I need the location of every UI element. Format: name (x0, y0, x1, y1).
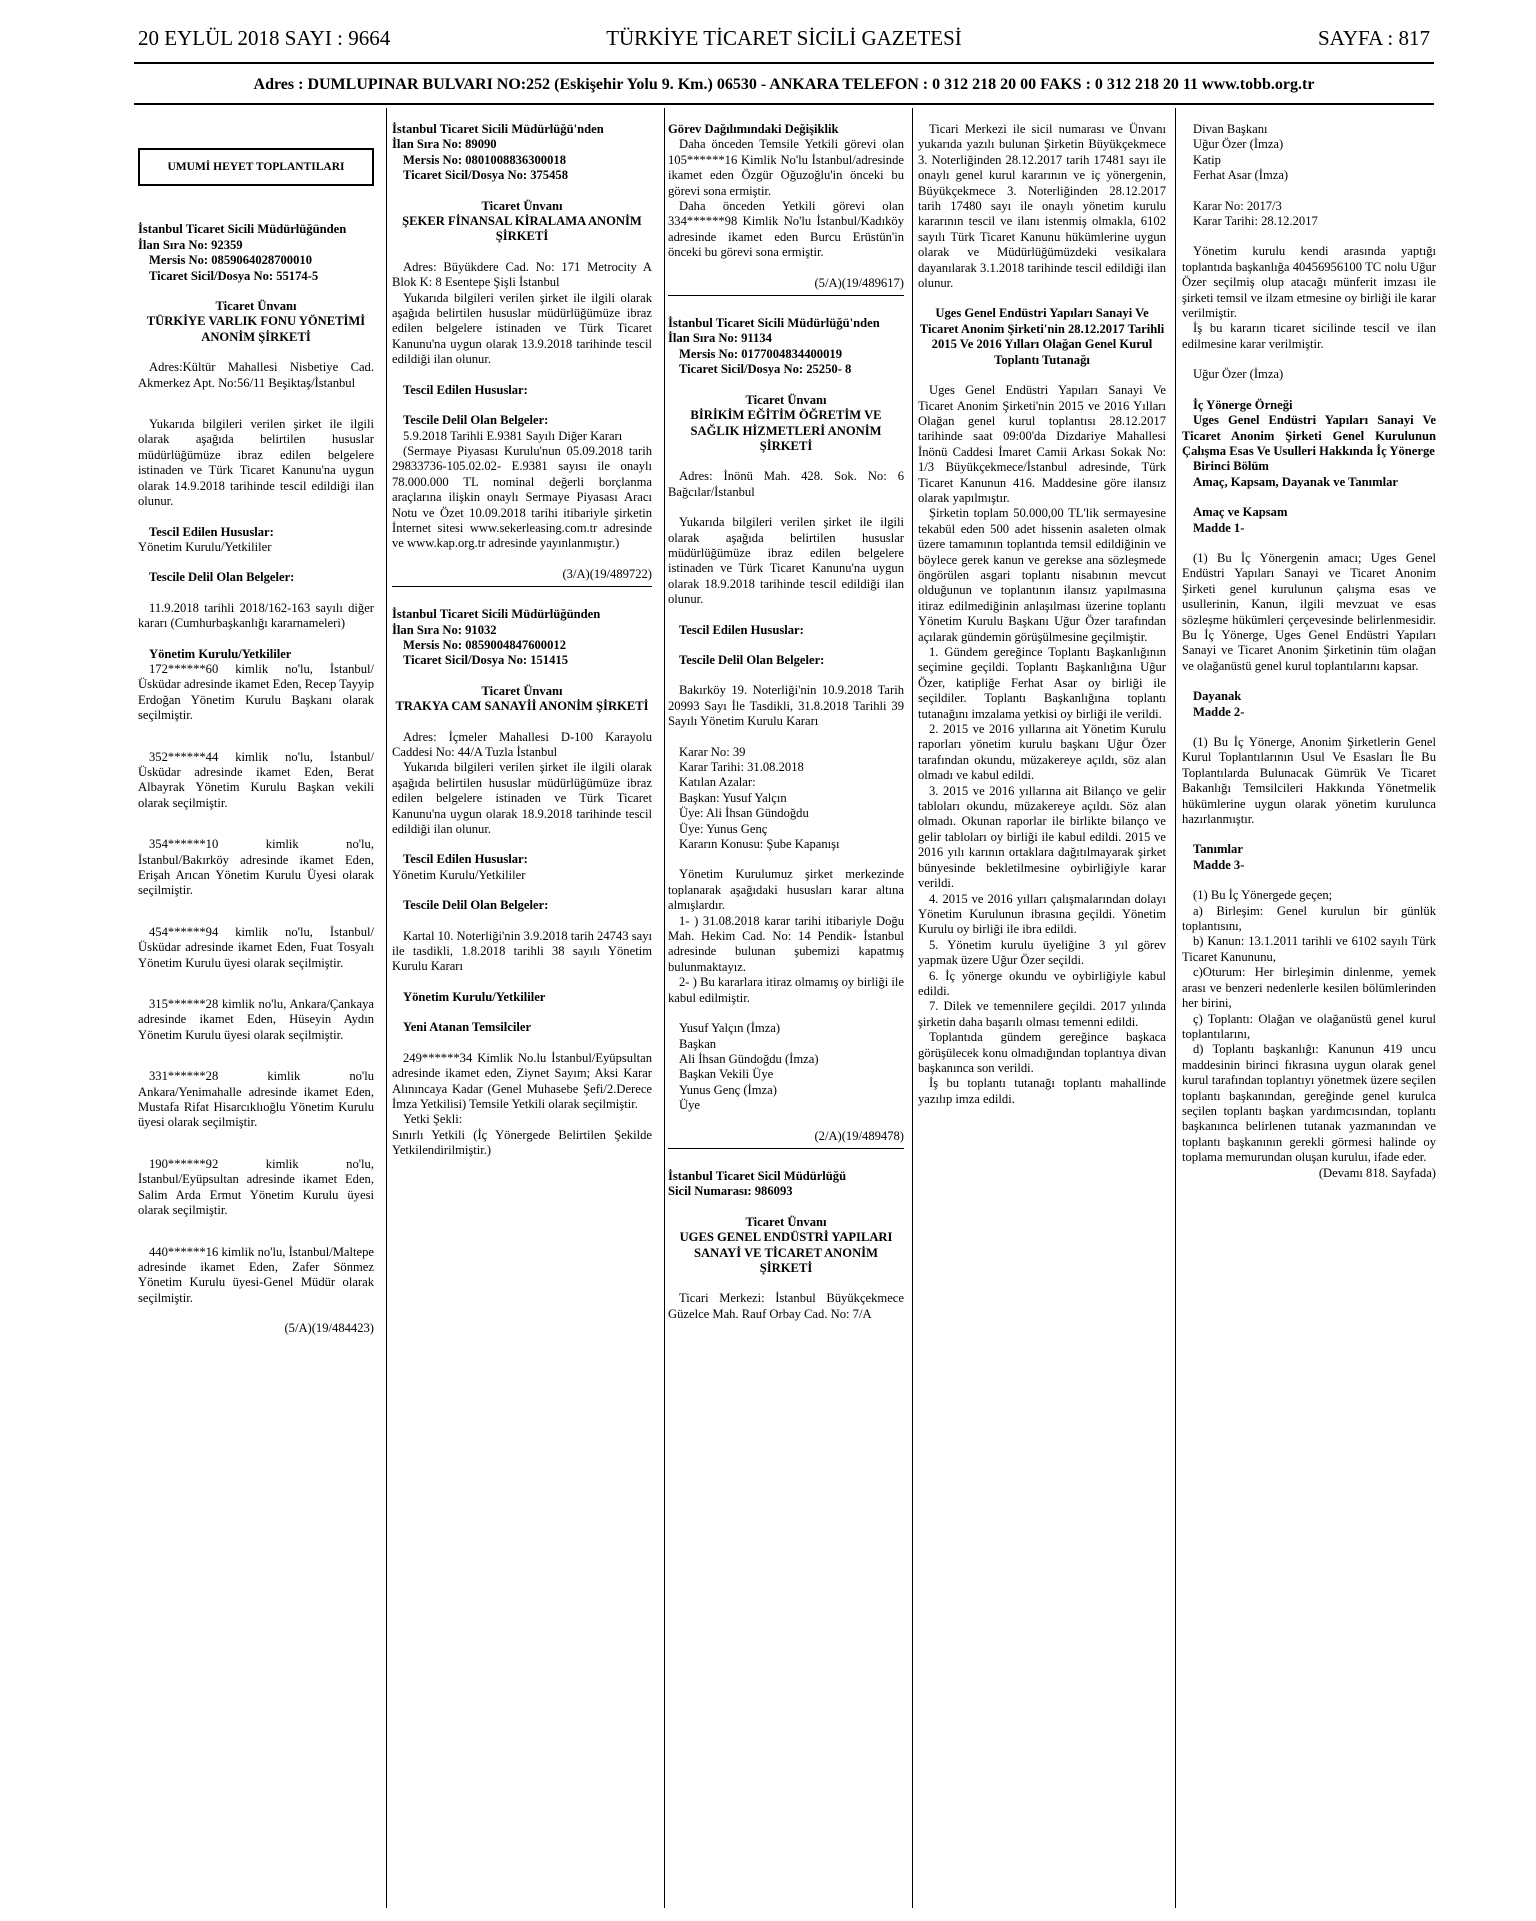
tescil-label: Tescil Edilen Hususlar: (403, 852, 528, 867)
company-address: Adres: Büyükdere Cad. No: 171 Metrocity A Blok K: 8 Esentepe Şişli İstanbul (392, 259, 652, 290)
delil-text: 11.9.2018 tarihli 2018/162-163 sayılı diğer kararı (Cumhurbaşkanlığı kararnameleri) (138, 600, 374, 631)
agenda-item: 6. İç yönerge okundu ve oybirliğiyle kabul edildi. (918, 968, 1166, 998)
page-header (138, 18, 1430, 58)
signature: Yusuf Yalçın (İmza) (679, 1021, 781, 1036)
reference-code: (2/A)(19/489478) (814, 1128, 904, 1143)
unvan-label: Ticaret Ünvanı (481, 683, 563, 698)
column-5 (1182, 122, 1436, 1917)
decision-item: 2- ) Bu kararlara itiraz olmamış oy birliği ile kabul edilmiştir. (668, 975, 904, 1005)
definition-item: b) Kanun: 13.1.2011 tarihli ve 6102 sayılı Türk Ticaret Kanununu, (1182, 934, 1436, 964)
yonerge-title: Uges Genel Endüstri Yapıları Sanayi Ve Ticaret Anonim Şirketi Genel Kurulunun Çalışma Esas Ve Usulleri Hakkında İç Yönerge (1182, 413, 1436, 458)
ilan-no: İlan Sıra No: 91032 (392, 622, 497, 637)
yetki-text: Sınırlı Yetkili (İç Yönergede Belirtilen Şekilde Yetkilendirilmiştir.) (392, 1127, 652, 1158)
definition-item: a) Birleşim: Genel kurulun bir günlük toplantısını, (1182, 903, 1436, 934)
announcement-text: Yukarıda bilgileri verilen şirket ile ilgili olarak aşağıda belirtilen hususlar müdürlüğümüze ibraz edilen belgelere istinaden ve Türk Ticaret Kanunu'na uygun olarak 18.9.2018 tarihinde tescil edildiği ilan olunur. (392, 760, 652, 837)
definition-item: ç) Toplantı: Olağan ve olağanüstü genel kurul toplantılarını, (1182, 1011, 1436, 1041)
ilan-no: İlan Sıra No: 91134 (668, 331, 772, 346)
signature: Yunus Genç (İmza) (679, 1082, 777, 1097)
reference-code: (3/A)(19/489722) (562, 566, 652, 581)
company-name: ŞEKER FİNANSAL KİRALAMA ANONİM ŞİRKETİ (402, 214, 642, 244)
yk-label: Yönetim Kurulu/Yetkililer (403, 989, 546, 1004)
tescil-value: Yönetim Kurulu/Yetkililer (392, 867, 526, 882)
decision-text: İş bu kararın ticaret sicilinde tescil ve ilan edilmesine karar verilmiştir. (1182, 321, 1436, 351)
company-address: Adres: İçmeler Mahallesi D-100 Karayolu Caddesi No: 44/A Tuzla İstanbul (392, 729, 652, 759)
unvan-label: Ticaret Ünvanı (745, 1214, 827, 1229)
separator (392, 586, 652, 587)
mersis-no: Mersis No: 0177004834400019 (679, 346, 842, 361)
tanim-label: Tanımlar (1193, 842, 1243, 857)
signature: Uğur Özer (İmza) (1193, 367, 1284, 382)
meeting-text: Uges Genel Endüstri Yapıları Sanayi Ve Ticaret Anonim Şirketi'nin 2015 ve 2016 Yılları Olağan genel kurul toplantısı 28.12.2017 tarihinde saat 09:00'da Dizdariye Mahallesi İnönü Caddesi İmaret Camii Arkası Sokak No: 1/3 Büyükçekmece/İstanbul adresinde, Türk Ticaret Kanunun 416. Maddesine göre ilansız olarak yapılmıştır. (918, 383, 1166, 505)
member-item: 190******92 kimlik no'lu, İstanbul/Eyüpsultan adresinde ikamet Eden, Salim Arda Ermut Yönetim Kurulu üyesi olarak seçilmiştir. (138, 1156, 374, 1218)
sicil-no: Ticaret Sicil/Dosya No: 151415 (403, 653, 568, 668)
madde-label: Madde 3- (1193, 857, 1245, 872)
baskan: Başkan: Yusuf Yalçın (679, 790, 787, 805)
mersis-no: Mersis No: 0859004847600012 (403, 637, 566, 652)
header-address: Adres : DUMLUPINAR BULVARI NO:252 (Eskişehir Yolu 9. Km.) 06530 - ANKARA TELEFON : 0 312 218 20 00 FAKS : 0 312 218 20 11 www.tobb.org.tr (253, 76, 1315, 93)
unvan-label: Ticaret Ünvanı (745, 392, 827, 407)
madde-text: (1) Bu İç Yönergede geçen; (1193, 888, 1333, 903)
gorev-text: Daha önceden Temsile Yetkili görevi olan 105******16 Kimlik No'lu İstanbul/adresinde ikamet eden Özgür Oğuzoğlu'in önceki bu görevi sona ermiştir. (668, 137, 904, 198)
header-rule-bottom (134, 103, 1434, 105)
header-rule-top (134, 62, 1434, 64)
mersis-no: Mersis No: 0801008836300018 (403, 152, 566, 167)
agenda-item: 3. 2015 ve 2016 yıllarına ait Bilanço ve gelir tabloları okundu, müzakereye açıldı. Söz alan olmadı. Okunan raporlar ile birlikte bilanço ve gelir tabloları oy birliği ile kabul edildi. 2015 ve 2016 yılı karının ortaklara dağıtılmayarak şirket bünyesinde bekletilmesine oybirliğiyle karar verildi. (918, 783, 1166, 891)
registry: İstanbul Ticaret Sicili Müdürlüğünden (138, 222, 347, 237)
decision-text: Yönetim kurulu kendi arasında yaptığı toplantıda başkanlığa 40456956100 TC nolu Uğur Özer seçilmiş olup atacağı münferit imzası ile şirketi temsil ve ilzam etmesine oy birliği ile karar verilmiştir. (1182, 244, 1436, 321)
header-page-number: SAYFA : 817 (1317, 26, 1430, 50)
definition-item: d) Toplantı başkanlığı: Kanunun 419 uncu maddesinin birinci fıkrasına uygun olarak genel kurul tarafından toplantıyı yönetmek üzere seçilen toplantı başkanından, gereğinde genel kurulca seçilen toplantı başkan yardımcısından, toplantı başkanınca belirlenen tutanak yazmanından ve toplantı başkanının gerekli görmesi halinde oy toplama memurundan oluşan kuruluı, ifade eder. (1182, 1042, 1436, 1165)
meeting-text: İş bu toplantı tutanağı toplantı mahallinde yazılıp imza edildi. (918, 1076, 1166, 1106)
karar-konusu: Kararın Konusu: Şube Kapanışı (679, 837, 840, 852)
mersis-no: Mersis No: 0859064028700010 (149, 253, 312, 268)
tescil-label: Tescil Edilen Hususlar: (149, 524, 274, 539)
delil-label: Tescile Delil Olan Belgeler: (679, 652, 825, 667)
delil-label: Tescile Delil Olan Belgeler: (403, 898, 549, 913)
dayanak-label: Dayanak (1193, 689, 1242, 704)
katilan-label: Katılan Azalar: (679, 775, 756, 790)
registry: İstanbul Ticaret Sicili Müdürlüğü'nden (392, 122, 604, 136)
registration-text: Ticari Merkezi ile sicil numarası ve Ünvanı yukarıda yazılı bulunan Şirketin Büyükçekmece 3. Noterliğinden 28.12.2017 tarih 17481 sayı ile onaylı genel kurul kararının ve iç yönergenin, Büyükçekmece 3. Noterliğinden 28.12.2017 tarih 17480 sayı ile onaylı yönetim kurulu kararının tescil ve ilanı istenmiş olmakla, 6102 sayılı Türk Ticaret Kanunu hükümlerine uygun olarak ve Müdürlüğümüzdeki vesikalara dayanılarak 3.1.2018 tarihinde tescil edildiği ilan olunur. (918, 122, 1166, 291)
yetki-label: Yetki Şekli: (403, 1112, 463, 1127)
unvan-label: Ticaret Ünvanı (481, 198, 563, 213)
signature: Başkan Vekili Üye (679, 1067, 774, 1082)
agenda-item: 7. Dilek ve temennilere geçildi. 2017 yılında şirketin daha başarılı olması temenni edildi. (918, 999, 1166, 1029)
delil-label: Tescile Delil Olan Belgeler: (149, 570, 295, 585)
karar-tarihi: Karar Tarihi: 31.08.2018 (679, 760, 804, 774)
agenda-item: 5. Yönetim kurulu üyeliğine 3 yıl görev yapmak üzere Uğur Özer seçildi. (918, 937, 1166, 968)
meeting-text: Şirketin toplam 50.000,00 TL'lik sermayesine tekabül eden 500 adet hissenin asaleten olmak üzere tamamının toplantıda temsil edildiğinin ve böylece gerek kanun ve gerekse ana sözleşmede öngörülen asgari toplantı nisabının mevcut olduğunun ve toplantının ilansız yapılmasına itiraz edilmediğinin anlaşılması üzerine toplantı Yönetim Kurulu Başkanı Uğur Özer tarafından açılarak gündemin görüşülmesine geçilmiştir. (918, 506, 1166, 644)
gorev-text: Daha önceden Yetkili görevi olan 334******98 Kimlik No'lu İstanbul/Kadıköy adresinde ikamet eden Burcu Erüstün'in önceki bu görevi sona ermiştir. (668, 199, 904, 260)
column-2 (392, 122, 652, 1917)
announcement-text: Yukarıda bilgileri verilen şirket ile ilgili olarak aşağıda belirtilen hususlar müdürlüğümüze ibraz edilen belgelere istinaden ve Türk Ticaret Kanunu'na uygun olarak 14.9.2018 tarihinde tescil edildiği ilan olunur. (138, 417, 374, 509)
company-name: TRAKYA CAM SANAYİİ ANONİM ŞİRKETİ (395, 699, 649, 714)
yk-label: Yönetim Kurulu/Yetkililer (149, 646, 292, 661)
separator (668, 295, 904, 296)
column-divider (912, 108, 913, 1908)
company-name: UGES GENEL ENDÜSTRİ YAPILARI SANAYİ VE TİCARET ANONİM ŞİRKETİ (679, 1230, 893, 1275)
uye: Üye: Ali İhsan Gündoğdu (679, 806, 809, 821)
madde-label: Madde 2- (1193, 704, 1245, 719)
member-item: 440******16 kimlik no'lu, İstanbul/Maltepe adresinde ikamet Eden, Zafer Sönmez Yönetim Kurulu üyesi-Genel Müdür olarak seçilmiştir. (138, 1244, 374, 1305)
header-date-issue: 20 EYLÜL 2018 SAYI : 9664 (138, 26, 391, 50)
member-item: 172******60 kimlik no'lu, İstanbul/Üsküdar adresinde ikamet Eden, Recep Tayyip Erdoğan Yönetim Kurulu Başkanı olarak seçilmiştir. (138, 661, 374, 723)
ilan-no: İlan Sıra No: 92359 (138, 237, 243, 252)
amac-label: Amaç ve Kapsam (1193, 505, 1288, 520)
yeni-text: 249******34 Kimlik No.lu İstanbul/Eyüpsultan adresinde ikamet eden, Ziynet Sayım; Aksi Karar Alınıncaya Kadar (Genel Muhasebe Şefi/2.Derece İmza Yetkilisi) Temsile Yetkili olarak seçilmiştir. (392, 1050, 652, 1111)
madde-label: Madde 1- (1193, 520, 1245, 535)
definition-item: c)Oturum: Her birleşimin dinlenme, yemek arası ve benzeri nedenlerle kesilen bölümlerinden her birini, (1182, 965, 1436, 1011)
column-3 (668, 122, 904, 1917)
reference-code: (5/A)(19/489617) (814, 275, 904, 290)
member-item: 331******28 kimlik no'lu Ankara/Yenimahalle adresinde ikamet Eden, Mustafa Rifat Hisarcıklıoğlu Yönetim Kurulu üyesi olarak seçilmiştir. (138, 1069, 374, 1130)
unvan-label: Ticaret Ünvanı (215, 299, 297, 314)
reference-code: (5/A)(19/484423) (284, 1321, 374, 1336)
karar-no: Karar No: 2017/3 (1193, 198, 1282, 213)
signature: Divan Başkanı (1193, 122, 1268, 136)
sicil-no: Sicil Numarası: 986093 (668, 1184, 793, 1199)
delil-text: 5.9.2018 Tarihli E.9381 Sayılı Diğer Kararı (403, 428, 623, 443)
continued-note: (Devamı 818. Sayfada) (1318, 1165, 1436, 1180)
gorev-label: Görev Dağılımındaki Değişiklik (668, 122, 839, 136)
registry: İstanbul Ticaret Sicili Müdürlüğü'nden (668, 316, 880, 331)
tescil-label: Tescil Edilen Hususlar: (403, 382, 528, 397)
column-divider (386, 108, 387, 1908)
agenda-item: 4. 2015 ve 2016 yılları çalışmalarından dolayı Yönetim Kurulunun ibrasına geçildi. Yönetim Kurulu oy birliği ile ibra edildi. (918, 891, 1166, 937)
ornek-label: İç Yönerge Örneği (1193, 397, 1293, 412)
delil-label: Tescile Delil Olan Belgeler: (403, 413, 549, 428)
yeni-label: Yeni Atanan Temsilciler (403, 1020, 532, 1035)
agenda-item: 2. 2015 ve 2016 yıllarına ait Yönetim Kurulu raporları yönetim kurulu başkanı Uğur Özer tarafından okundu, müzakereye açıldı, söz alan olmadı ve kabul edildi. (918, 722, 1166, 783)
madde-text: (1) Bu İç Yönergenin amacı; Uges Genel Endüstri Yapıları Sanayi ve Ticaret Anonim Şirketi genel kurulunun çalışma esas ve usullerinin, Kanun, ilgili mevzuat ve esas sözleşme hükümleri çerçevesinde belirlenmesidir. Bu İç Yönerge, Uges Genel Endüstri Yapıları Sanayi ve Ticaret Anonim Şirketinin tüm olağan ve olağanüstü genel kurul toplantılarını kapsar. (1182, 550, 1436, 673)
separator (668, 1148, 904, 1149)
signature: Ali İhsan Gündoğdu (İmza) (679, 1051, 819, 1066)
announcement-text: Yukarıda bilgileri verilen şirket ile ilgili olarak aşağıda belirtilen hususlar müdürlüğümüze ibraz edilen belgelere istinaden ve Türk Ticaret Kanunu'na uygun olarak 13.9.2018 tarihinde tescil edildiği ilan olunur. (392, 290, 652, 367)
company-address: Adres:Kültür Mahallesi Nisbetiye Cad. Akmerkez Apt. No:56/11 Beşiktaş/İstanbul (138, 360, 374, 390)
registry: İstanbul Ticaret Sicili Müdürlüğünden (392, 607, 601, 622)
member-item: 352******44 kimlik no'lu, İstanbul/Üsküdar adresinde ikamet Eden, Berat Albayrak Yönetim Kurulu Başkan vekili olarak seçilmiştir. (138, 749, 374, 810)
signature: Ferhat Asar (İmza) (1193, 168, 1289, 183)
member-item: 354******10 kimlik no'lu, İstanbul/Bakırköy adresinde ikamet Eden, Erişah Arıcan Yönetim Kurulu Üyesi olarak seçilmiştir. (138, 837, 374, 898)
delil-text: (Sermaye Piyasası Kurulu'nun 05.09.2018 tarih 29833736-105.02.02- E.9381 sayısı ile onaylı 78.000.000 TL nominal değerli borçlanma araçlarına ilişkin onaylı Sermaye Piyasası Aracı Notu ve Özet 10.09.2018 tarihi itibariyle şirketin İnternet sitesi www.sekerleasing.com.tr adresinde ve www.kap.org.tr adresinde yayınlanmıştır.) (392, 443, 652, 551)
announcement-text: Yukarıda bilgileri verilen şirket ile ilgili olarak aşağıda belirtilen hususlar müdürlüğümüze ibraz edilen belgelere istinaden ve Türk Ticaret Kanunu'na uygun olarak 18.9.2018 tarihinde tescil edildiği ilan olunur. (668, 515, 904, 607)
signature: Başkan (679, 1036, 717, 1051)
bolum-title: Amaç, Kapsam, Dayanak ve Tanımlar (1193, 474, 1399, 489)
uye: Üye: Yunus Genç (679, 821, 768, 836)
ilan-no: İlan Sıra No: 89090 (392, 137, 497, 152)
registry: İstanbul Ticaret Sicil Müdürlüğü (668, 1168, 847, 1183)
signature: Uğur Özer (İmza) (1193, 137, 1284, 152)
column-4 (918, 122, 1166, 1917)
delil-text: Bakırköy 19. Noterliği'nin 10.9.2018 Tarih 20993 Sayı İle Tasdikli, 31.8.2018 Tarihli 39 Sayılı Yönetim Kurulu Kararı (668, 683, 904, 729)
company-address: Adres: İnönü Mah. 428. Sok. No: 6 Bağcılar/İstanbul (668, 469, 904, 499)
decision-item: 1- ) 31.08.2018 karar tarihi itibariyle Doğu Mah. Hekim Cad. No: 14 Pendik- İstanbul adresinde bulunan şubemizi kapatmış bulunmaktayız. (668, 913, 904, 974)
bolum-label: Birinci Bölüm (1193, 459, 1269, 474)
sicil-no: Ticaret Sicil/Dosya No: 55174-5 (149, 268, 319, 283)
tescil-value: Yönetim Kurulu/Yetkililer (138, 539, 272, 554)
company-name: BİRİKİM EĞİTİM ÖĞRETİM VE SAĞLIK HİZMETLERİ ANONİM ŞİRKETİ (690, 408, 882, 453)
company-name: TÜRKİYE VARLIK FONU YÖNETİMİ ANONİM ŞİRKETİ (146, 314, 366, 344)
member-item: 454******94 kimlik no'lu, İstanbul/Üsküdar adresinde ikamet Eden, Fuat Tosyalı Yönetim Kurulu üyesi olarak seçilmiştir. (138, 924, 374, 970)
sicil-no: Ticaret Sicil/Dosya No: 25250- 8 (679, 362, 852, 377)
column-divider (664, 108, 665, 1908)
delil-text: Kartal 10. Noterliği'nin 3.9.2018 tarih 24743 sayı ile tasdikli, 1.8.2018 tarihli 38 sayılı Yönetim Kurulu Kararı (392, 928, 652, 974)
signature: Katip (1193, 152, 1221, 167)
section-title: UMUMİ HEYET TOPLANTILARI (138, 148, 374, 186)
ticari-merkez: Ticari Merkezi: İstanbul Büyükçekmece Güzelce Mah. Rauf Orbay Cad. No: 7/A (668, 1291, 904, 1321)
member-item: 315******28 kimlik no'lu, Ankara/Çankaya adresinde ikamet Eden, Hüseyin Aydın Yönetim Kurulu üyesi olarak seçilmiştir. (138, 997, 374, 1042)
decision-text: Yönetim Kurulumuz şirket merkezinde toplanarak aşağıdaki hususları karar altına almışlardır. (668, 867, 904, 913)
karar-tarihi: Karar Tarihi: 28.12.2017 (1193, 214, 1318, 229)
header-title: TÜRKİYE TİCARET SİCİLİ GAZETESİ (606, 26, 962, 50)
meeting-text: Toplantıda gündem gereğince başkaca görüşülecek konu olmadığından toplantıya divan başkanınca son verildi. (918, 1030, 1166, 1075)
agenda-item: 1. Gündem gereğince Toplantı Başkanlığının seçimine geçildi. Toplantı Başkanlığına Uğur Özer, katipliğe Ferhat Asar oy birliği ile seçildiler. Toplantı Başkanlığına toplantı tutanağını imzalama yetkisi oy birliği ile verildi. (918, 645, 1166, 721)
signature: Üye (679, 1098, 700, 1113)
tescil-label: Tescil Edilen Hususlar: (679, 622, 804, 637)
madde-text: (1) Bu İç Yönerge, Anonim Şirketlerin Genel Kurul Toplantılarının Usul Ve Esasları İle Bu Toplantılarda Bulunacak Gümrük Ve Ticaret Bakanlığı Temsilcileri Hakkında Yönetmelik hükümlerine uygun olarak yönetim kurulunca hazırlanmıştır. (1182, 735, 1436, 827)
meeting-title: Uges Genel Endüstri Yapıları Sanayi Ve Ticaret Anonim Şirketi'nin 28.12.2017 Tarihli 2015 Ve 2016 Yılları Olağan Genel Kurul Toplantı Tutanağı (919, 306, 1165, 367)
sicil-no: Ticaret Sicil/Dosya No: 375458 (403, 168, 568, 183)
column-1 (138, 120, 374, 1915)
column-divider (1175, 108, 1176, 1908)
karar-no: Karar No: 39 (679, 744, 746, 759)
